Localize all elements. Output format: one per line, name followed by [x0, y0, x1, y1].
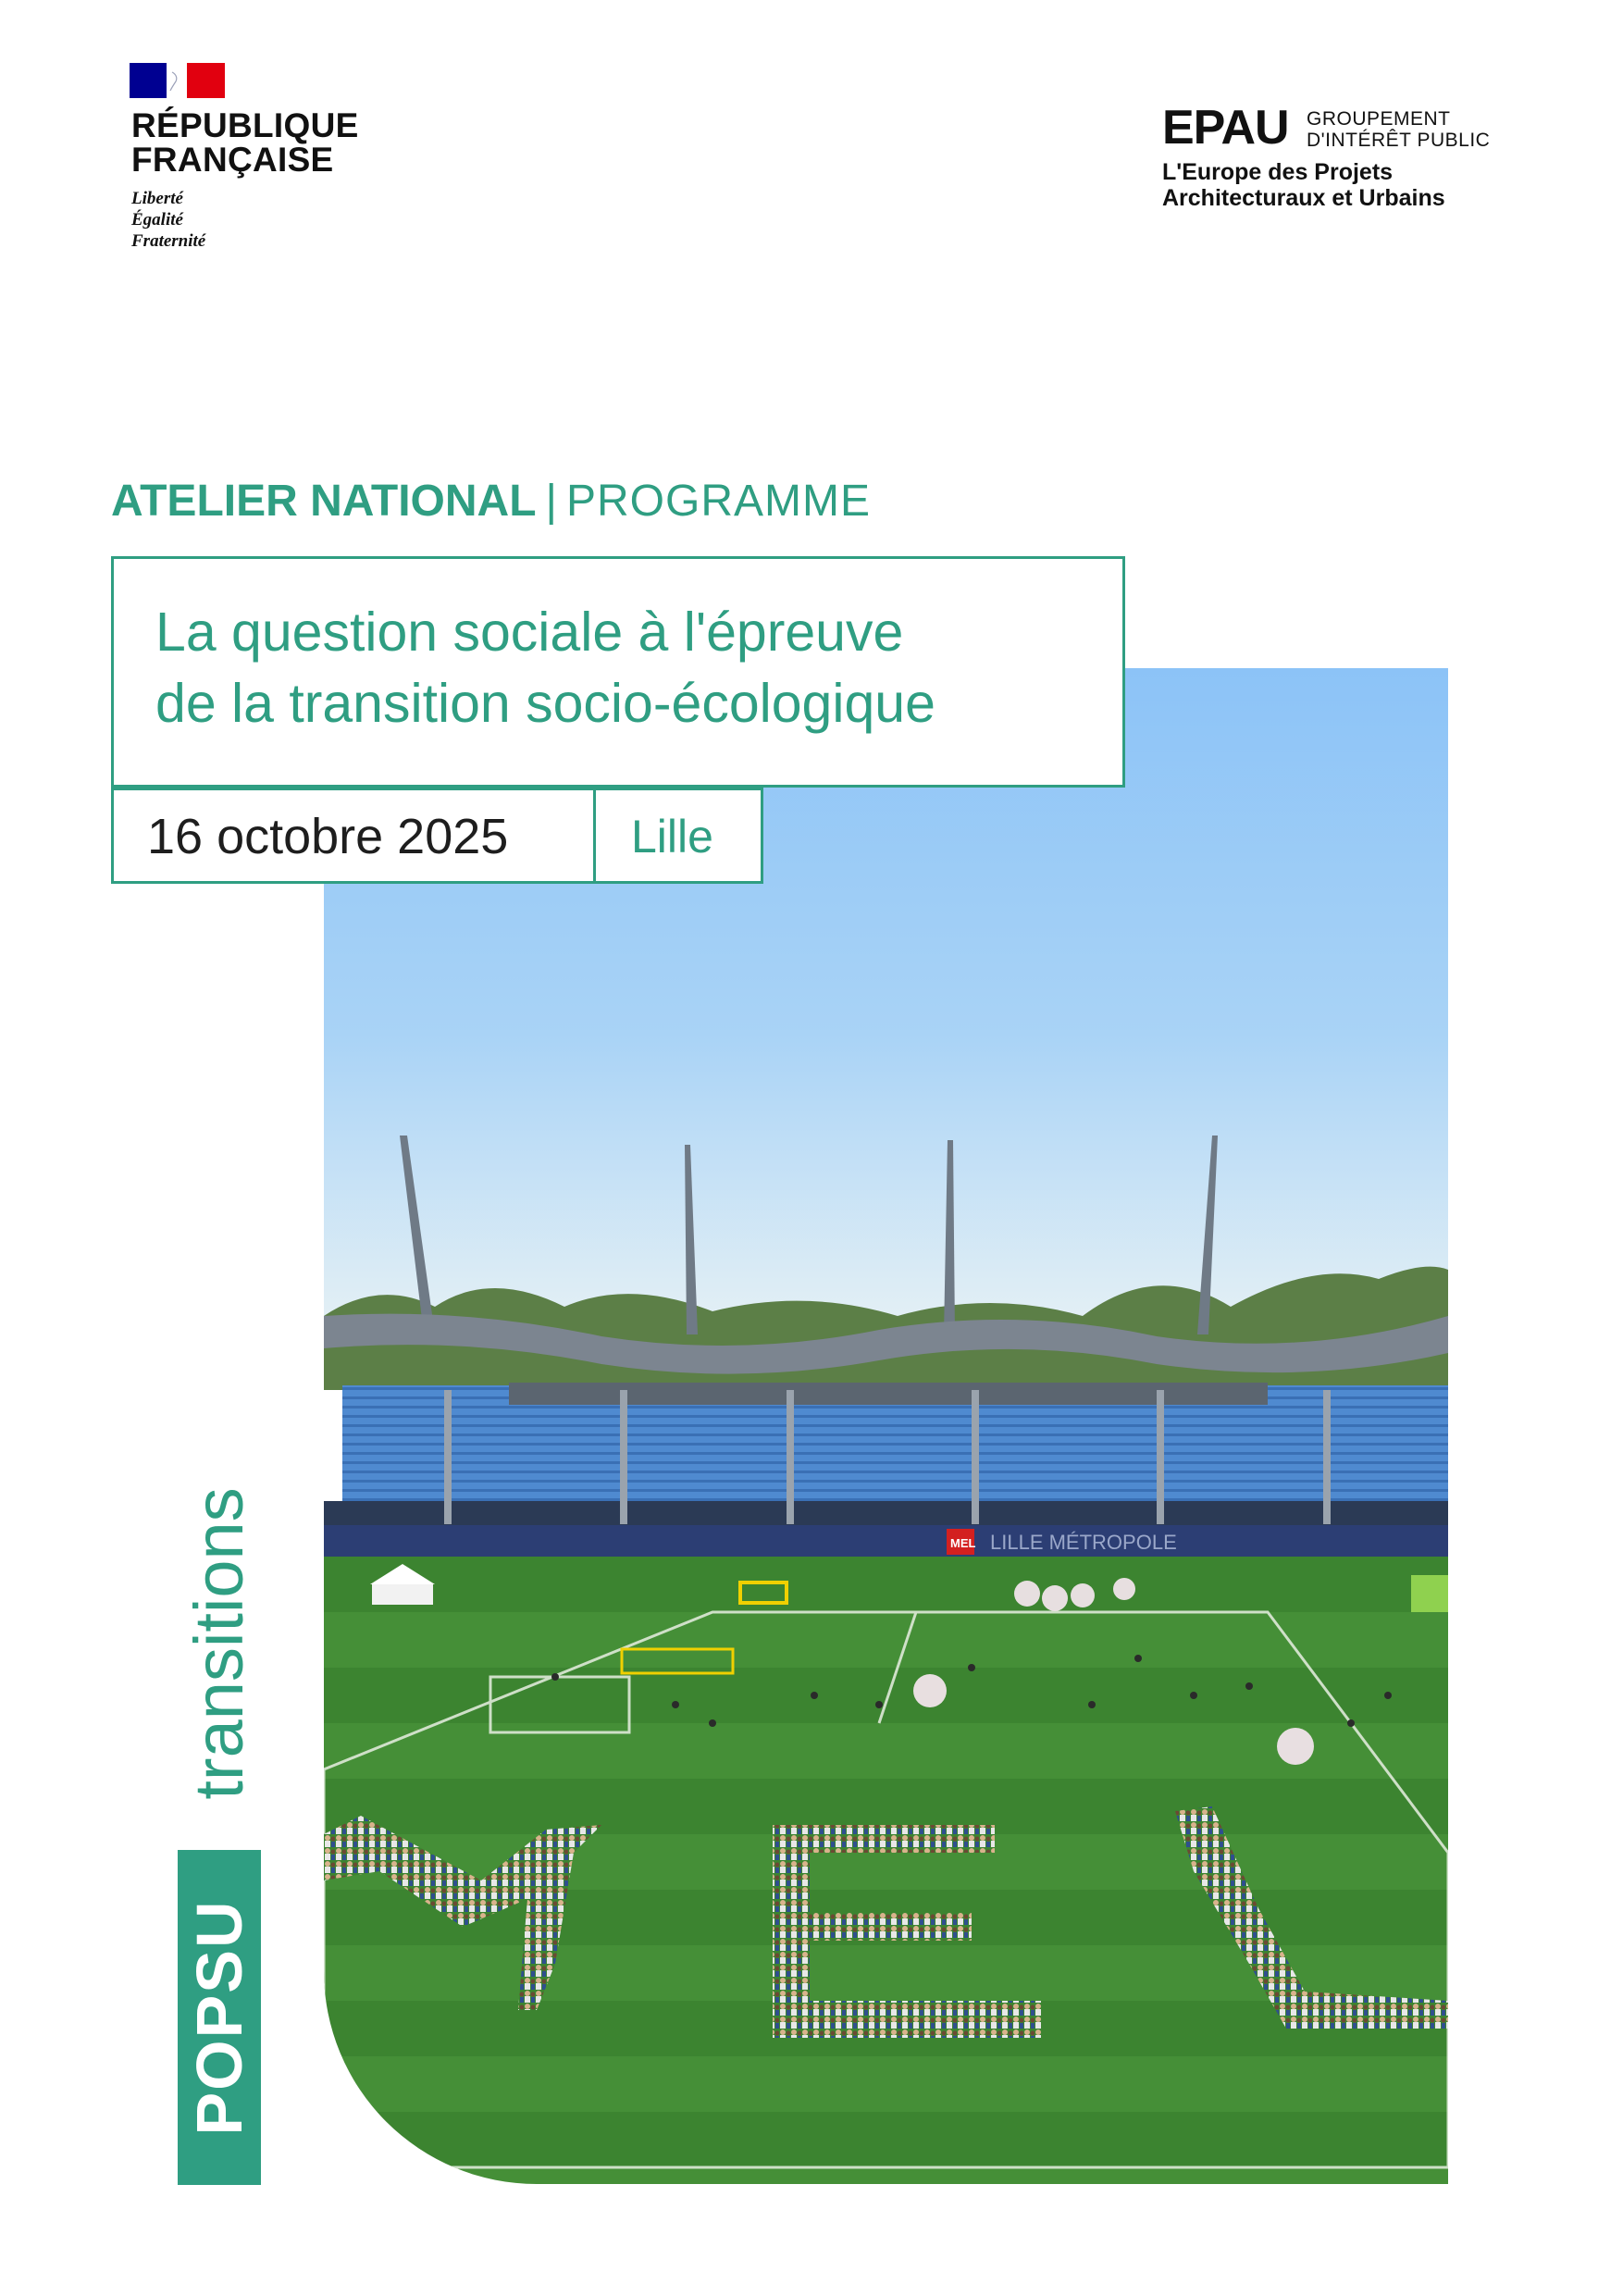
- epau-logo: [1162, 101, 1514, 219]
- event-date-box: [111, 788, 596, 884]
- kicker-programme: PROGRAMME: [565, 477, 871, 526]
- popsu-transitions-brand: [178, 1445, 261, 2185]
- epau-interet-public: D'INTÉRÊT PUBLIC: [1307, 130, 1491, 151]
- title-box: [111, 556, 1125, 788]
- marianne-flag-icon: [130, 63, 225, 98]
- motto-egalite: Égalité: [131, 210, 183, 230]
- republique-line: RÉPUBLIQUE: [131, 106, 359, 144]
- epau-architecturaux-urbains: Architecturaux et Urbains: [1162, 185, 1445, 211]
- epau-groupement: GROUPEMENT: [1307, 108, 1451, 130]
- event-place-box: [593, 788, 763, 884]
- popsu-tab: [178, 1850, 261, 2185]
- republique-francaise-logo: [130, 63, 370, 267]
- transitions-label-wrap: [178, 1445, 261, 1843]
- svg-text:LILLE MÉTROPOLE: LILLE MÉTROPOLE: [990, 1531, 1177, 1554]
- epau-wordmark: EPAU: [1162, 101, 1289, 155]
- stadium-illustration: [324, 668, 1448, 2184]
- epau-europe-projets: L'Europe des Projets: [1162, 159, 1394, 185]
- francaise-line: FRANÇAISE: [131, 141, 334, 179]
- kicker-separator: |: [545, 477, 557, 526]
- document-kicker: [111, 476, 871, 527]
- title-line-2: de la transition socio-écologique: [155, 673, 935, 734]
- motto-liberte: Liberté: [131, 189, 183, 208]
- motto-fraternite: Fraternité: [131, 231, 206, 251]
- title-line-1: La question sociale à l'épreuve: [155, 602, 904, 663]
- popsu-label: POPSU: [183, 1899, 255, 2136]
- mel-sign-text: MEL: [950, 1536, 976, 1550]
- event-place: Lille: [631, 811, 713, 863]
- stadium-photo: [324, 668, 1448, 2184]
- kicker-atelier-national: ATELIER NATIONAL: [111, 477, 537, 526]
- event-date: 16 octobre 2025: [147, 809, 509, 864]
- transitions-label: transitions: [180, 1487, 257, 1800]
